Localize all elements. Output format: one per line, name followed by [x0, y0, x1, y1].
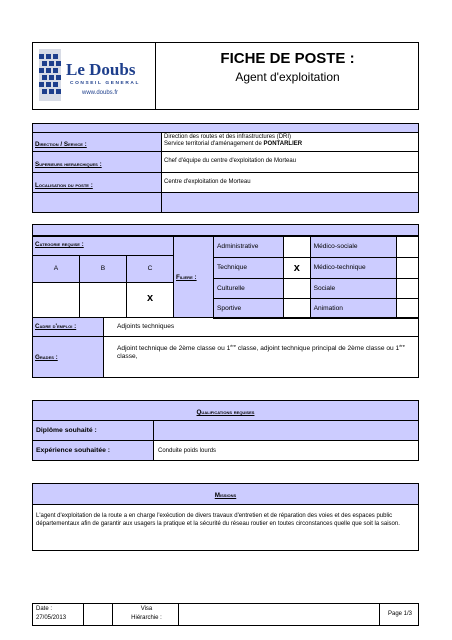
footer-visa-label: Visa: [140, 606, 153, 612]
filiere-animation-box[interactable]: [396, 299, 418, 319]
localisation-label-cell: [33, 173, 162, 193]
filiere-sociale: Sociale: [313, 284, 336, 292]
grades-value-cell: [103, 336, 419, 378]
filiere-medico-sociale: Médico-sociale: [313, 243, 358, 250]
logo-subtitle: CONSEIL GENERAL: [70, 81, 141, 86]
filiere-animation: Animation: [313, 304, 343, 312]
categorie-c-mark: x: [146, 292, 154, 304]
superieurs-value-cell: [162, 152, 419, 173]
diplome-value-cell: [153, 420, 419, 441]
footer-signature-cell[interactable]: [178, 603, 380, 626]
footer-date-value: 27/05/2013: [36, 615, 67, 621]
missions-title: Missions: [214, 492, 237, 499]
cadre-value: Adjoints techniques: [117, 323, 175, 330]
experience-label-cell: [32, 440, 154, 461]
direction-value-cell: [162, 133, 419, 152]
footer-empty-cell: [83, 603, 113, 626]
filiere-sportive-box[interactable]: [284, 299, 311, 319]
localisation-value: Centre d'exploitation de Morteau: [164, 178, 251, 185]
filiere-culturelle-box[interactable]: [284, 279, 311, 299]
footer-date-cell: [32, 603, 84, 626]
footer-page-cell: [379, 603, 419, 626]
categorie-c: C: [147, 265, 153, 272]
section2-header-bar: [32, 224, 419, 236]
direction-value-line1: Direction des routes et des infrastructures (DRI): [164, 134, 292, 140]
filiere-technique-cell: [214, 258, 284, 279]
section1-table: [32, 132, 419, 213]
page-title: FICHE DE POSTE :: [220, 50, 355, 67]
missions-header: [32, 483, 419, 505]
direction-label: Direction / Service :: [35, 141, 87, 148]
filiere-technique-box[interactable]: x: [284, 258, 311, 279]
categorie-box-c[interactable]: [126, 282, 174, 318]
filiere-label-cell: [173, 236, 214, 318]
categorie-b: B: [100, 265, 106, 272]
diplome-label: Diplôme souhaité :: [36, 427, 97, 434]
filiere-administrative: Administrative: [217, 243, 259, 250]
filiere-sportive-cell: [214, 299, 284, 319]
superieurs-label: Superieurs hierarchiques :: [35, 161, 102, 168]
filiere-sociale-box[interactable]: [396, 279, 418, 299]
experience-value-cell: [153, 440, 419, 461]
filiere-medico-technique: Médico-technique: [313, 264, 366, 271]
filiere-sociale-cell: [310, 279, 396, 299]
footer-date-label: Date :: [36, 606, 53, 612]
cadre-label: Cadre d'emploi :: [35, 323, 77, 330]
footer-hierarchie-label: Hiérarchie :: [131, 615, 162, 621]
direction-value-line2: Service territorial d'aménagement de PONTARLIER: [164, 141, 303, 148]
categorie-a: A: [53, 265, 59, 272]
filiere-medico-technique-box[interactable]: [396, 258, 418, 279]
qualifications-header: [32, 400, 419, 421]
superieurs-label-cell: [33, 152, 162, 173]
filiere-administrative-cell: [214, 237, 284, 258]
categorie-box-b[interactable]: [79, 282, 127, 318]
categorie-cell-a: [32, 255, 80, 283]
diplome-label-cell: [32, 420, 154, 441]
filiere-animation-cell: [310, 299, 396, 319]
categorie-box-a[interactable]: [32, 282, 80, 318]
filiere-culturelle: Culturelle: [217, 284, 245, 292]
filiere-medico-sociale-box[interactable]: [396, 237, 418, 258]
localisation-label: Localisation du poste :: [35, 181, 93, 189]
direction-label-cell: [33, 133, 162, 152]
filiere-administrative-box[interactable]: [284, 237, 311, 258]
footer-page-number: Page 1/3: [387, 611, 413, 617]
filiere-medico-sociale-cell: [310, 237, 396, 258]
filiere-medico-technique-cell: [310, 258, 396, 279]
filiere-culturelle-cell: [214, 279, 284, 299]
experience-label: Expérience souhaitée :: [36, 447, 111, 454]
experience-value: Conduite poids lourds: [158, 448, 217, 454]
grades-label: Grades :: [35, 354, 58, 361]
categorie-label: Categorie requise :: [35, 241, 84, 248]
missions-text: L'agent d'exploitation de la route a en charge l'exécution de divers travaux d'entretien et de réparation des voies et des espaces public départementaux afin de garantir aux usagers la pratique et la sécurité du réseau routier en toutes circonstances quelle que soit la saison.: [36, 513, 400, 527]
filiere-sportive: Sportive: [217, 304, 242, 312]
cadre-value-cell: [103, 317, 419, 337]
cadre-label-cell: [32, 317, 104, 337]
categorie-cell-b: [79, 255, 127, 283]
service-name: PONTARLIER: [263, 141, 303, 148]
filiere-label: Filiere :: [176, 274, 197, 281]
filiere-technique: Technique: [217, 264, 248, 271]
logo: [36, 46, 152, 106]
localisation-value-cell: [162, 173, 419, 193]
missions-body: [32, 504, 419, 551]
footer-visa-cell: [112, 603, 179, 626]
superieurs-value: Chef d'équipe du centre d'exploitation de Morteau: [164, 158, 297, 165]
page-subtitle: Agent d'exploitation: [235, 70, 340, 84]
grades-value: Adjoint technique de 2ème classe ou 1ère classe, adjoint technique principal de 2ème classe ou 1ère classe,: [117, 343, 405, 361]
logo-url: www.doubs.fr: [82, 90, 119, 96]
grades-label-cell: [32, 336, 104, 378]
empty-label-cell: [33, 193, 162, 213]
logo-name: Le Doubs: [66, 60, 136, 79]
empty-value-cell: [162, 193, 419, 213]
filiere-table: [213, 236, 419, 319]
categorie-label-cell: [32, 236, 174, 256]
qualifications-title: Qualifications requises: [196, 409, 255, 416]
categorie-cell-c: [126, 255, 174, 283]
